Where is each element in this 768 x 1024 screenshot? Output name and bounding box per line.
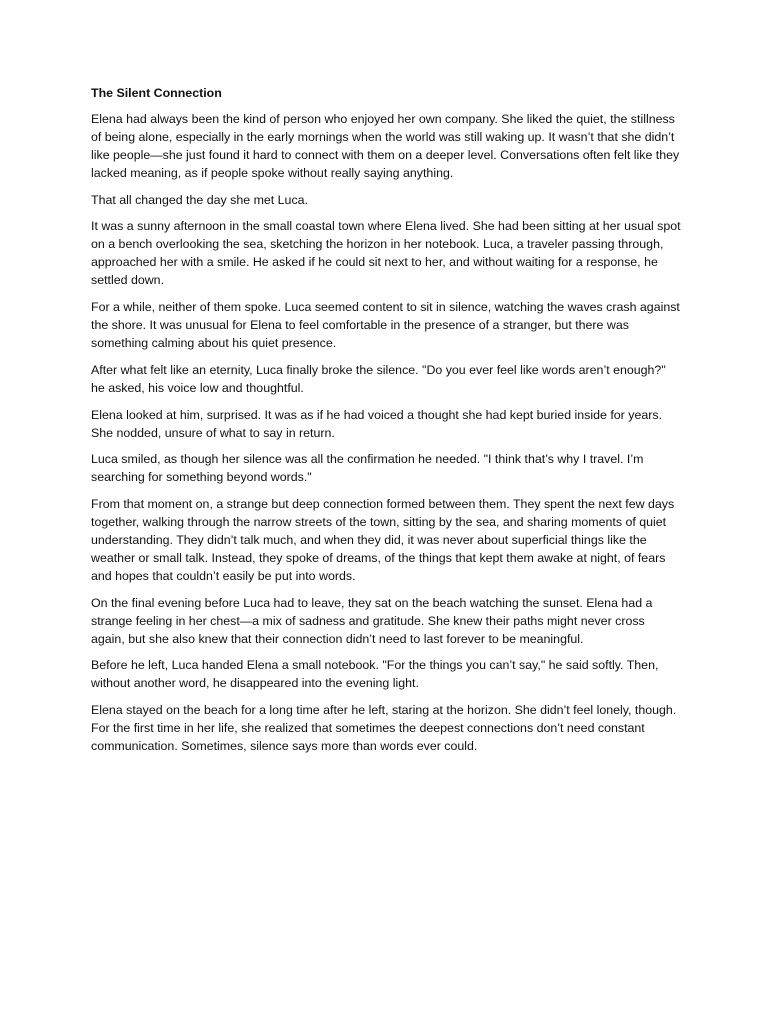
paragraph-2: That all changed the day she met Luca. [91, 192, 308, 207]
paragraph-4: For a while, neither of them spoke. Luca seemed content to sit in silence, watching the waves crash against the shore. It was unusual for Elena to feel comfortable in the presence of a stranger, but there was something calming about his quiet presence. [91, 300, 680, 350]
document-page [91, 85, 681, 765]
paragraph-6: Elena looked at him, surprised. It was as if he had voiced a thought she had kept buried inside for years. She nodded, unsure of what to say in return. [91, 407, 662, 440]
paragraph-9: On the final evening before Luca had to leave, they sat on the beach watching the sunset. Elena had a strange feeling in her chest—a mix of sadness and gratitude. She knew their paths might never cross again, but she also knew that their connection didn’t need to last forever to be meaningful. [91, 595, 653, 646]
paragraph-5: After what felt like an eternity, Luca finally broke the silence. "Do you ever feel like words aren’t enough?" he asked, his voice low and thoughtful. [91, 362, 666, 395]
paragraph-10: Before he left, Luca handed Elena a small notebook. "For the things you can’t say," he said softly. Then, without another word, he disappeared into the evening light. [91, 658, 659, 691]
paragraph-8: From that moment on, a strange but deep connection formed between them. They spent the next few days together, walking through the narrow streets of the town, sitting by the sea, and sharing moments of quiet understanding. They didn’t talk much, and when they did, it was never about superficial things like the weather or small talk. Instead, they spoke of dreams, of the things that kept them awake at night, of fears and hopes that couldn’t easily be put into words. [91, 497, 675, 583]
paragraph-1: Elena had always been the kind of person who enjoyed her own company. She liked the quiet, the stillness of being alone, especially in the early mornings when the world was still waking up. It wasn’t that she didn’t like people—she just found it hard to connect with them on a deeper level. Conversations often felt like they lacked meaning, as if people spoke without really saying anything. [91, 111, 680, 180]
document-title: The Silent Connection [91, 86, 222, 100]
paragraph-7: Luca smiled, as though her silence was all the confirmation he needed. "I think that’s why I travel. I’m searching for something beyond words." [91, 452, 644, 485]
paragraph-11: Elena stayed on the beach for a long time after he left, staring at the horizon. She didn’t feel lonely, though. For the first time in her life, she realized that sometimes the deepest connections don’t need constant communication. Sometimes, silence says more than words ever could. [91, 703, 677, 754]
paragraph-3: It was a sunny afternoon in the small coastal town where Elena lived. She had been sitting at her usual spot on a bench overlooking the sea, sketching the horizon in her notebook. Luca, a traveler passing through, approached her with a smile. He asked if he could sit next to her, and without waiting for a response, he settled down. [91, 219, 681, 288]
